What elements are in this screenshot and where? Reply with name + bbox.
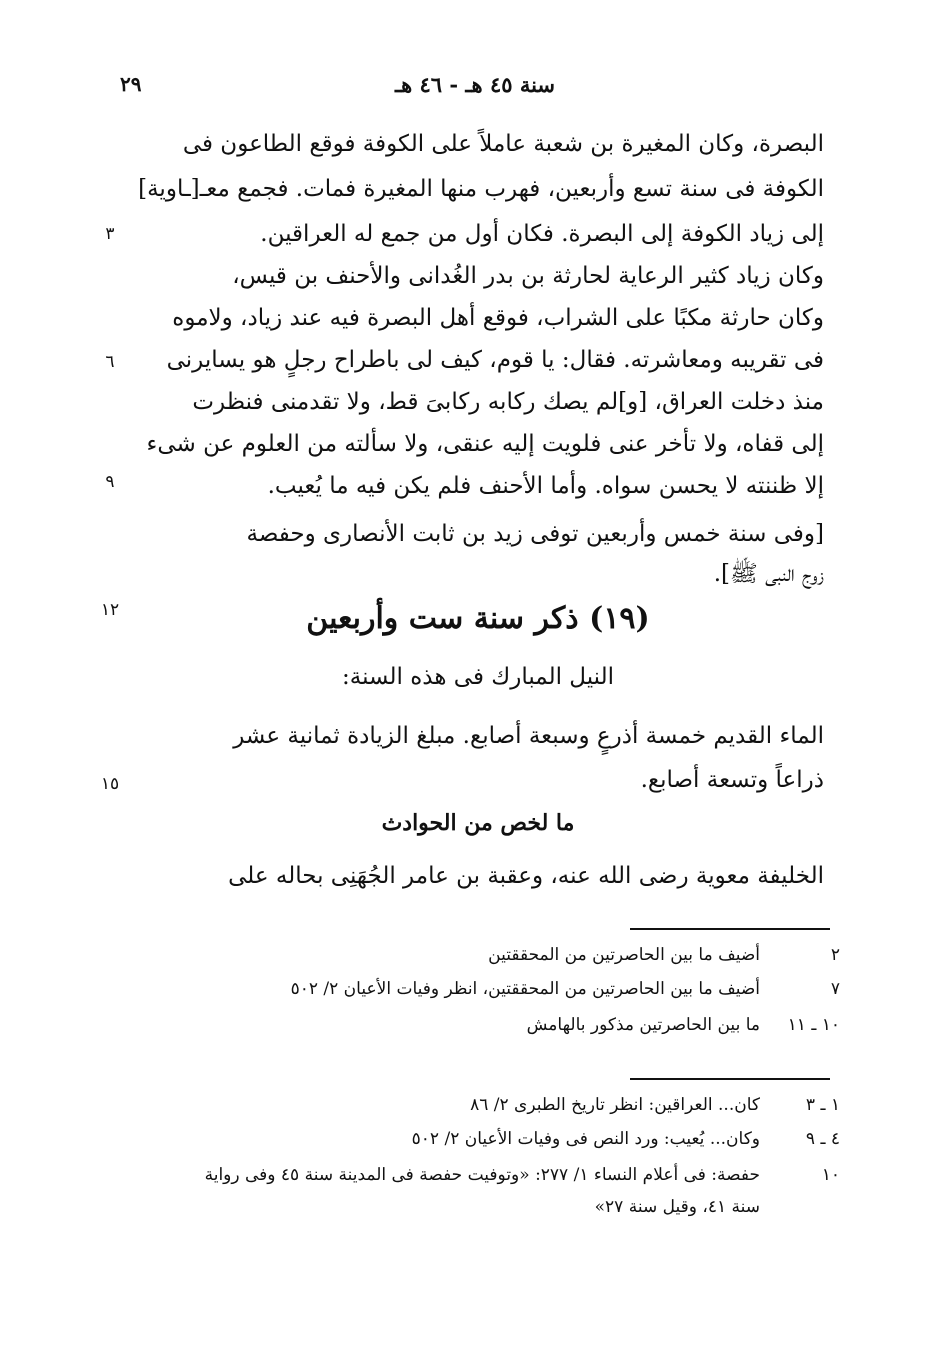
body-line: وكان زياد كثير الرعاية لحارثة بن بدر الغُدانى والأحنف بن قيس،: [232, 263, 824, 289]
running-head: سنة ٤٥ هـ - ٤٦ هـ: [394, 72, 556, 97]
line-marker: ٣: [105, 224, 115, 244]
body-line: ذراعاً وتسعة أصابع.: [640, 767, 824, 793]
body-line: الخليفة معوية رضى الله عنه، وعقبة بن عامر الجُهَنِى بحاله على: [228, 863, 824, 889]
page-number: ٢٩: [120, 72, 142, 96]
source-note-text: سنة ٤١، وقيل سنة ٢٧»: [594, 1197, 760, 1217]
body-line: البصرة، وكان المغيرة بن شعبة عاملاً على الكوفة فوقع الطاعون فى: [182, 131, 824, 157]
body-line: الماء القديم خمسة أذرعٍ وسبعة أصابع. مبلغ الزيادة ثمانية عشر: [233, 723, 824, 749]
apparatus-note-text: أضيف ما بين الحاصرتين من المحققتين، انظر وفيات الأعيان ٢/ ٥٠٢: [290, 979, 760, 999]
body-line: فى تقريبه ومعاشرته. فقال: يا قوم، كيف لى باطراح رجلٍ هو يسايرنى: [166, 347, 824, 373]
source-note-number: ١ ـ ٣: [805, 1095, 840, 1115]
sources-rule: [630, 1078, 830, 1080]
apparatus-note-text: أضيف ما بين الحاصرتين من المحققتين: [488, 945, 760, 965]
nile-heading: النيل المبارك فى هذه السنة:: [341, 664, 614, 690]
source-note-number: ٤ ـ ٩: [805, 1129, 840, 1149]
line-marker: ١٢: [100, 600, 120, 620]
body-line: إلا ظننته لا يحسن سواه. وأما الأحنف فلم يكن فيه ما يُعيب.: [267, 473, 824, 499]
source-note-text: كان... العراقين: انظر تاريخ الطبرى ٢/ ٨٦: [470, 1095, 760, 1115]
line-marker: ٩: [105, 472, 115, 492]
body-line: إلى قفاه، ولا تأخر عنى فلويت إليه عنقى، ولا سألته من العلوم عن شىء: [146, 431, 824, 457]
section-heading: (١٩) ذكر سنة ست وأربعين: [306, 601, 650, 636]
apparatus-note-number: ١٠ ـ ١١: [787, 1015, 840, 1035]
body-line: [وفى سنة خمس وأربعين توفى زيد بن ثابت الأنصارى وحفصة: [246, 521, 824, 547]
apparatus-note-text: ما بين الحاصرتين مذكور بالهامش: [526, 1015, 760, 1035]
apparatus-note-number: ٢: [830, 945, 840, 965]
body-line: زوج النبى ﷺ].: [713, 561, 824, 587]
body-line: وكان حارثة مكبًا على الشراب، فوقع أهل البصرة فيه عند زياد، ولاموه: [172, 305, 824, 331]
line-marker: ١٥: [100, 774, 120, 794]
source-note-text: حفصة: فى أعلام النساء ١/ ٢٧٧: «وتوفيت حفصة فى المدينة سنة ٤٥ وفى رواية: [204, 1165, 760, 1185]
body-line: منذ دخلت العراق، [و]لم يصك ركابه ركابىَ قط، ولا تقدمنى فنظرت: [192, 389, 824, 415]
apparatus-note-number: ٧: [830, 979, 840, 999]
body-line: الكوفة فى سنة تسع وأربعين، فهرب منها المغيرة فمات. فجمع معـ[ـاوية]: [138, 176, 824, 202]
source-note-number: ١٠: [821, 1165, 840, 1185]
footnote-rule: [630, 928, 830, 930]
line-marker: ٦: [105, 352, 115, 372]
body-line: إلى زياد الكوفة إلى البصرة. فكان أول من جمع له العراقين.: [260, 221, 824, 247]
source-note-text: وكان... يُعيب: ورد النص فى وفيات الأعيان ٢/ ٥٠٢: [411, 1129, 760, 1149]
events-heading: ما لخص من الحوادث: [381, 810, 575, 836]
